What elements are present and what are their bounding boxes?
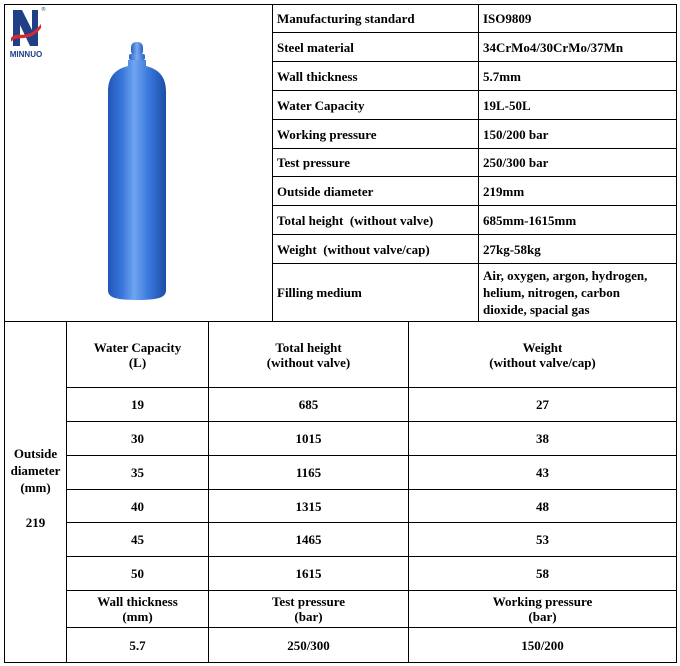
spec-label-9 (273, 264, 478, 321)
spec-label-6-text: Outside diameter (277, 183, 374, 199)
footer-header-test-pressure-line: Test pressure (271, 594, 346, 609)
spec-label-8-text: Weight (without valve/cap) (277, 241, 430, 257)
table-cell-water-capacity (67, 422, 208, 455)
footer-header-test-pressure-line: (bar) (294, 609, 323, 624)
spec-label-4-text: Working pressure (277, 126, 377, 142)
spec-value-7-text: 685mm-1615mm (483, 212, 577, 228)
spec-value-9-line: helium, nitrogen, carbon (483, 285, 620, 300)
footer-header-working-pressure-line: Working pressure (492, 594, 593, 609)
table-cell-water-capacity-text: 50 (131, 566, 144, 581)
table-cell-weight-text: 48 (536, 498, 549, 514)
table-cell-water-capacity (67, 523, 208, 556)
table-cell-total-height (209, 523, 408, 556)
header-weight-line: (without valve/cap) (489, 354, 596, 370)
header-total-height (209, 322, 408, 387)
footer-header-test-pressure (209, 591, 408, 627)
table-cell-total-height (209, 456, 408, 489)
registered-mark: ® (41, 7, 46, 13)
outside-diameter-label (5, 440, 66, 500)
table-cell-water-capacity (67, 557, 208, 590)
spec-value-9 (479, 264, 676, 321)
spec-label-7 (273, 206, 478, 234)
frame-bottom (4, 662, 677, 663)
spec-value-8-text: 27kg-58kg (483, 241, 541, 257)
footer-header-wall-thickness-line: Wall thickness (97, 594, 178, 609)
header-total-height-line: (without valve) (266, 354, 351, 370)
table-cell-weight-text: 27 (536, 397, 549, 412)
table-cell-water-capacity-text: 40 (131, 498, 144, 514)
outside-diameter-label-line: Outside (13, 445, 58, 461)
spec-value-9-line: dioxide, spacial gas (483, 302, 590, 317)
table-cell-weight (409, 523, 676, 556)
spec-value-0 (479, 5, 676, 32)
table-cell-weight (409, 388, 676, 421)
spec-value-2-text: 5.7mm (483, 68, 521, 84)
outside-diameter-value (5, 513, 66, 531)
footer-value-test-pressure (209, 628, 408, 662)
table-cell-total-height (209, 422, 408, 455)
header-total-height-line: Total height (275, 339, 342, 355)
spec-value-7 (479, 206, 676, 234)
footer-header-working-pressure-line: (bar) (528, 609, 557, 624)
footer-value-wall-thickness (67, 628, 208, 662)
spec-label-8 (273, 235, 478, 263)
spec-label-5 (273, 149, 478, 176)
table-cell-water-capacity-text: 35 (131, 465, 144, 480)
spec-label-2 (273, 62, 478, 90)
spec-label-3 (273, 91, 478, 119)
spec-label-0 (273, 5, 478, 32)
footer-value-wall-thickness-text: 5.7 (129, 637, 146, 653)
spec-value-3-text: 19L-50L (483, 97, 531, 113)
outside-diameter-label-line: diameter (10, 462, 61, 478)
table-cell-weight-text: 38 (536, 431, 549, 446)
footer-value-working-pressure (409, 628, 676, 662)
table-cell-total-height-text: 685 (298, 397, 319, 412)
spec-label-5-text: Test pressure (277, 155, 351, 170)
gas-cylinder-image (102, 40, 172, 302)
footer-header-working-pressure (409, 591, 676, 627)
spec-label-6 (273, 177, 478, 205)
footer-value-test-pressure-text: 250/300 (287, 637, 330, 653)
frame-right (676, 4, 677, 662)
table-cell-weight-text: 43 (536, 465, 549, 480)
spec-label-3-text: Water Capacity (277, 97, 365, 113)
spec-label-2-text: Wall thickness (277, 68, 358, 84)
spec-value-1 (479, 33, 676, 61)
table-cell-weight (409, 490, 676, 522)
spec-value-8 (479, 235, 676, 263)
spec-value-0-text: ISO9809 (483, 11, 532, 26)
table-cell-water-capacity-text: 19 (131, 397, 144, 412)
frame-left (4, 4, 5, 662)
header-weight-line: Weight (522, 339, 563, 355)
table-cell-weight-text: 53 (536, 532, 549, 547)
table-cell-water-capacity-text: 30 (131, 431, 144, 446)
table-cell-total-height-text: 1015 (295, 431, 322, 446)
spec-value-6 (479, 177, 676, 205)
spec-value-2 (479, 62, 676, 90)
table-cell-total-height-text: 1165 (295, 465, 322, 480)
spec-value-5 (479, 149, 676, 176)
table-cell-water-capacity-text: 45 (131, 532, 144, 547)
logo-brand-text: MINNUO (9, 50, 43, 59)
header-weight (409, 322, 676, 387)
table-cell-total-height-text: 1615 (295, 566, 322, 581)
spec-value-1-text: 34CrMo4/30CrMo/37Mn (483, 39, 624, 55)
spec-label-1 (273, 33, 478, 61)
table-cell-total-height (209, 388, 408, 421)
table-cell-total-height (209, 490, 408, 522)
table-cell-total-height-text: 1315 (295, 498, 322, 514)
footer-value-working-pressure-text: 150/200 (521, 637, 564, 653)
table-cell-total-height-text: 1465 (295, 532, 322, 547)
table-cell-weight (409, 456, 676, 489)
outside-diameter-label-line: (mm) (20, 479, 51, 495)
spec-value-5-text: 250/300 bar (483, 155, 549, 170)
spec-label-1-text: Steel material (277, 39, 354, 55)
spec-value-9-line: Air, oxygen, argon, hydrogen, (483, 268, 648, 283)
table-cell-weight (409, 422, 676, 455)
spec-value-4-text: 150/200 bar (483, 126, 549, 142)
footer-header-wall-thickness (67, 591, 208, 627)
spec-label-7-text: Total height (without valve) (277, 212, 434, 228)
header-water-capacity-line: (L) (128, 354, 147, 370)
spec-value-3 (479, 91, 676, 119)
spec-label-9-text: Filling medium (277, 285, 362, 300)
spec-value-4 (479, 120, 676, 148)
outside-diameter-value-text: 219 (25, 514, 46, 530)
spec-label-0-text: Manufacturing standard (277, 11, 415, 26)
table-cell-water-capacity (67, 456, 208, 489)
header-water-capacity-line: Water Capacity (93, 339, 182, 355)
footer-header-wall-thickness-line: (mm) (122, 609, 153, 624)
table-cell-total-height (209, 557, 408, 590)
minnuo-logo (7, 4, 45, 62)
table-cell-weight-text: 58 (536, 566, 549, 581)
table-cell-weight (409, 557, 676, 590)
table-cell-water-capacity (67, 388, 208, 421)
spec-label-4 (273, 120, 478, 148)
header-water-capacity (67, 322, 208, 387)
table-cell-water-capacity (67, 490, 208, 522)
spec-value-6-text: 219mm (483, 183, 525, 199)
